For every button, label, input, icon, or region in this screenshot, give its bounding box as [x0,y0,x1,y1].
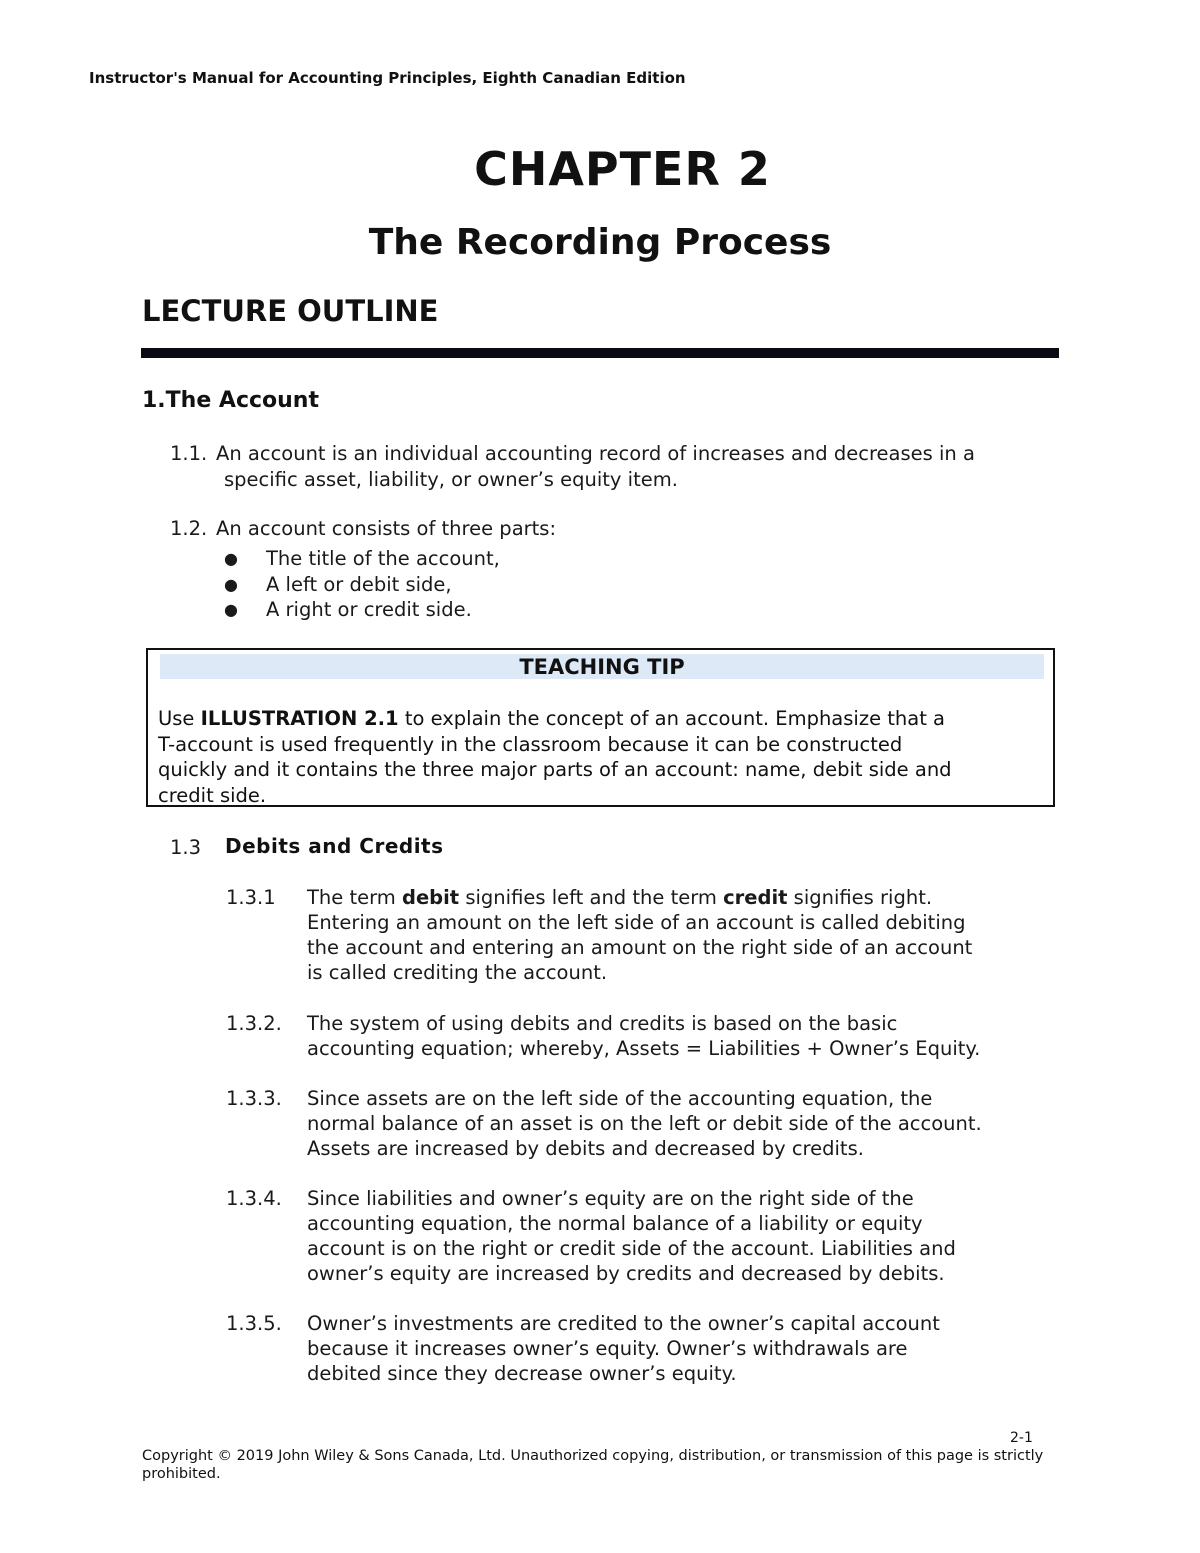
item-number: 1.2. [170,517,208,540]
item-number: 1.3.3. [226,1087,282,1110]
item-1-1 [0,441,1200,493]
chapter-number: CHAPTER 2 [474,142,771,196]
item-text-line: normal balance of an asset is on the left or debit side of the account. [307,1112,982,1135]
item-number: 1.3.4. [226,1187,282,1210]
teaching-tip-box [146,648,1055,807]
item-text-line: Entering an amount on the left side of an account is called debiting [307,911,966,934]
bullet-icon: ● [224,549,238,568]
item-text-line: accounting equation, the normal balance of a liability or equity [307,1212,923,1235]
item-1-3-5 [0,1311,1200,1389]
outline-heading: LECTURE OUTLINE [142,294,439,328]
item-number: 1.3.2. [226,1012,282,1035]
subsection-heading: Debits and Credits [225,834,444,858]
item-text-line: the account and entering an amount on the right side of an account [307,936,973,959]
illustration-reference: ILLUSTRATION 2.1 [200,707,399,730]
list-item: A left or debit side, [266,573,452,596]
item-number: 1.1. [170,442,208,465]
item-1-2 [0,516,1200,622]
page-number: 2-1 [1010,1430,1033,1446]
item-text-line: is called crediting the account. [307,961,608,984]
list-item: A right or credit side. [266,598,472,621]
bullet-icon: ● [224,575,238,594]
heading-rule [141,348,1059,358]
item-text-line: Since liabilities and owner’s equity are on the right side of the [307,1187,914,1210]
teaching-tip-heading: TEACHING TIP [160,654,1044,679]
copyright-notice: Copyright © 2019 John Wiley & Sons Canada, Ltd. Unauthorized copying, distribution, or transmission of this page is strictly prohibited. [142,1448,1044,1482]
item-1-3-3 [0,1086,1200,1164]
tip-line: quickly and it contains the three major parts of an account: name, debit side and [158,758,952,781]
item-text-line: An account consists of three parts: [216,517,557,540]
item-text-line: Owner’s investments are credited to the owner’s capital account [307,1312,940,1335]
item-text-line: Assets are increased by debits and decreased by credits. [307,1137,864,1160]
item-text-line: accounting equation; whereby, Assets = Liabilities + Owner’s Equity. [307,1037,981,1060]
running-header: Instructor's Manual for Accounting Principles, Eighth Canadian Edition [89,69,686,87]
item-text-line: owner’s equity are increased by credits and decreased by debits. [307,1262,945,1285]
item-text-line: because it increases owner’s equity. Owner’s withdrawals are [307,1337,908,1360]
item-text-line: The system of using debits and credits is based on the basic [307,1012,898,1035]
item-number: 1.3.5. [226,1312,282,1335]
item-text-line: Since assets are on the left side of the accounting equation, the [307,1087,933,1110]
bullet-icon: ● [224,600,238,619]
teaching-tip-body [158,706,1043,808]
tip-line [158,706,1043,732]
tip-line: T-account is used frequently in the classroom because it can be constructed [158,732,903,756]
tip-line: credit side. [158,783,267,807]
tip-text: to explain the concept of an account. Emphasize that a [398,707,946,730]
term-debit: debit [401,886,460,909]
chapter-title: The Recording Process [368,222,832,263]
item-text-line: The term debit signifies left and the term credit signifies right. [307,886,933,909]
term-credit: credit [723,886,788,909]
section-heading-account: 1.The Account [142,388,319,413]
subsection-number: 1.3 [170,836,202,859]
list-item: The title of the account, [266,547,500,570]
tip-text: Use [158,707,201,730]
item-number: 1.3.1 [226,886,276,909]
item-1-3-2 [0,1011,1200,1065]
item-1-3-4 [0,1186,1200,1290]
item-text-line: debited since they decrease owner’s equity. [307,1362,737,1385]
item-1-3-1 [0,885,1200,989]
item-text-line: An account is an individual accounting record of increases and decreases in a [216,442,975,465]
item-text-line: specific asset, liability, or owner’s equity item. [224,468,678,491]
item-text-line: account is on the right or credit side of the account. Liabilities and [307,1237,956,1260]
